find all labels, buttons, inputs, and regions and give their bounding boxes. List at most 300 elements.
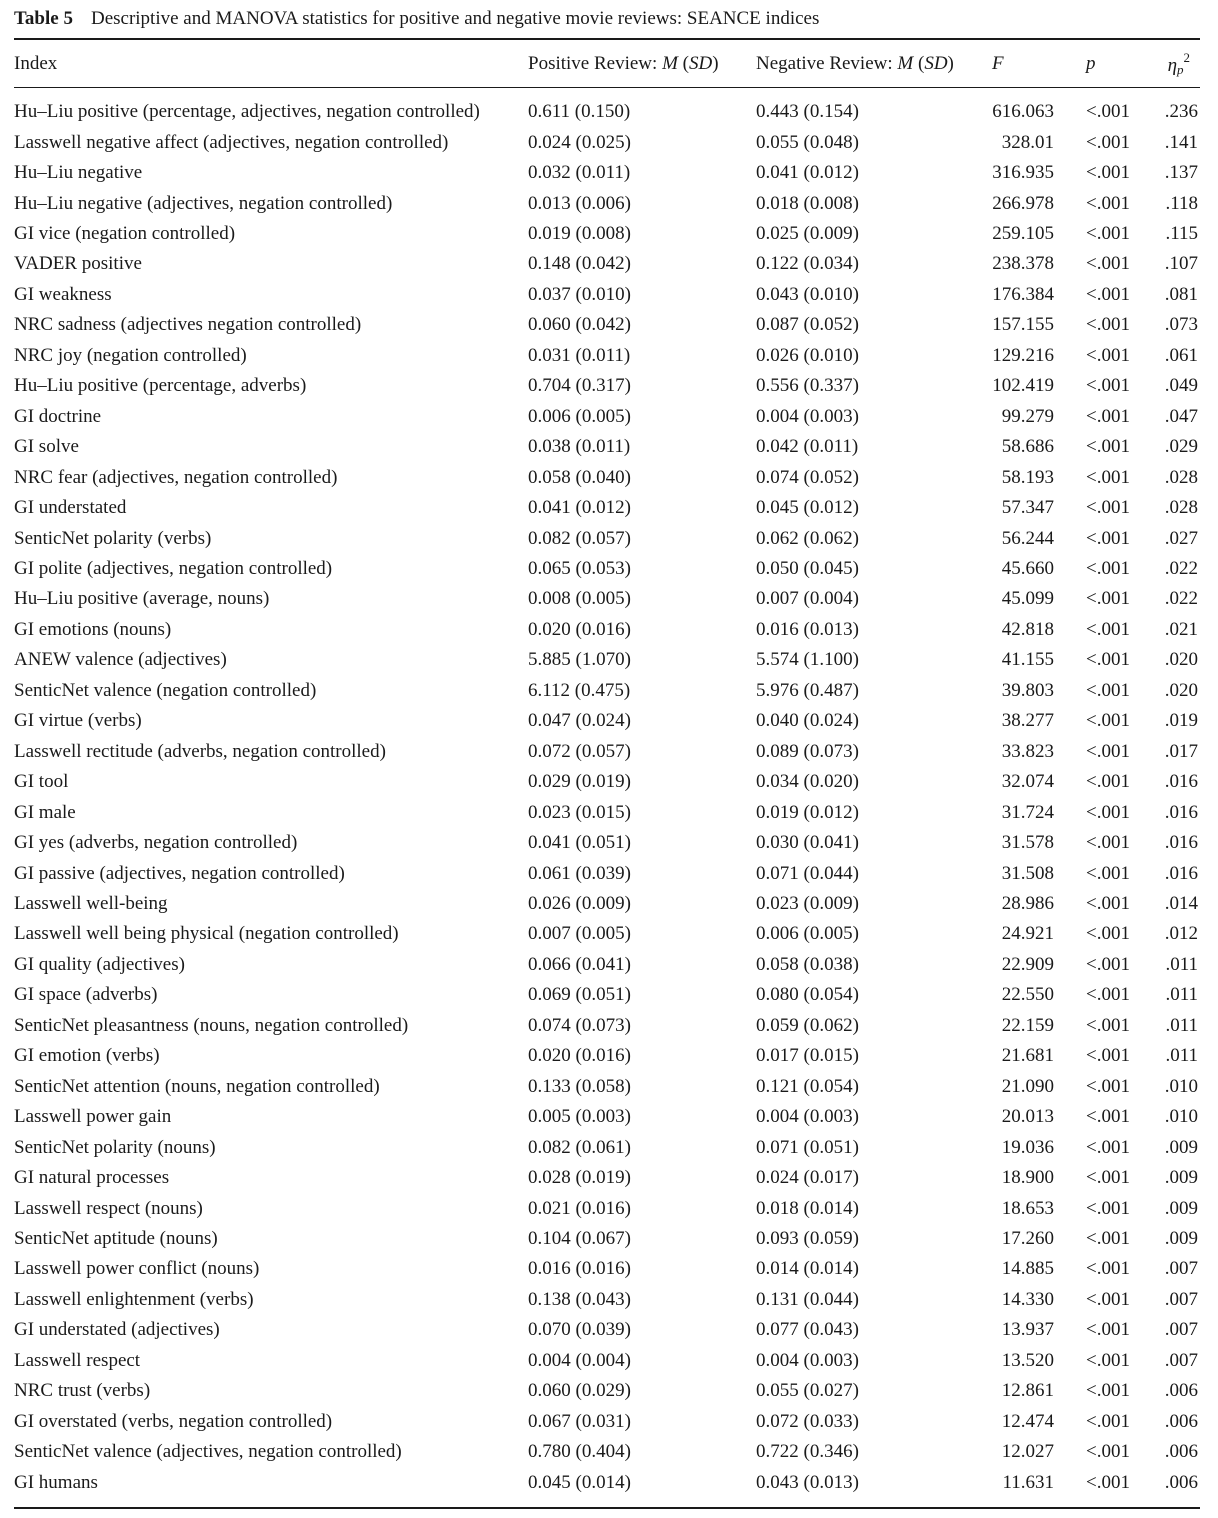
cell-f: 17.260 xyxy=(1001,1227,1054,1249)
cell-index: GI understated xyxy=(14,497,127,519)
cell-p: <.001 xyxy=(1086,1380,1130,1402)
table-row xyxy=(14,280,1200,310)
table-row xyxy=(14,919,1200,949)
cell-positive: 0.004 (0.004) xyxy=(528,1349,631,1371)
cell-eta: .016 xyxy=(1164,801,1198,823)
cell-eta: .009 xyxy=(1164,1136,1198,1158)
header-p: p xyxy=(1086,53,1096,74)
cell-index: GI overstated (verbs, negation controlled) xyxy=(14,1410,333,1432)
cell-f: 266.978 xyxy=(992,192,1054,214)
cell-eta: .006 xyxy=(1164,1441,1198,1463)
cell-negative: 0.004 (0.003) xyxy=(756,1106,859,1128)
cell-eta: .011 xyxy=(1165,953,1198,975)
cell-p: <.001 xyxy=(1086,375,1130,397)
cell-f: 99.279 xyxy=(1001,405,1054,427)
cell-eta: .014 xyxy=(1164,893,1198,914)
cell-negative: 0.045 (0.012) xyxy=(756,497,859,519)
header-eta-symbol: η xyxy=(1167,55,1177,77)
cell-eta: .049 xyxy=(1164,375,1198,397)
cell-positive: 0.045 (0.014) xyxy=(528,1471,631,1493)
cell-p: <.001 xyxy=(1086,1106,1130,1128)
cell-eta: .011 xyxy=(1165,1045,1198,1067)
cell-negative: 0.722 (0.346) xyxy=(756,1441,859,1463)
cell-eta: .006 xyxy=(1164,1410,1198,1432)
cell-negative: 0.004 (0.003) xyxy=(756,1349,859,1371)
table-row xyxy=(14,432,1200,462)
table-row xyxy=(14,676,1200,706)
cell-f: 102.419 xyxy=(992,375,1054,397)
cell-f: 616.063 xyxy=(992,101,1054,123)
cell-f: 22.159 xyxy=(1001,1014,1054,1036)
cell-negative: 0.059 (0.062) xyxy=(756,1014,859,1036)
cell-negative: 0.043 (0.013) xyxy=(756,1471,859,1493)
cell-positive: 0.023 (0.015) xyxy=(528,801,631,823)
cell-index: GI understated (adjectives) xyxy=(14,1319,220,1341)
cell-negative: 0.023 (0.009) xyxy=(756,893,859,914)
cell-index: SenticNet polarity (nouns) xyxy=(14,1136,216,1158)
cell-index: GI quality (adjectives) xyxy=(14,953,185,975)
cell-f: 28.986 xyxy=(1001,893,1054,914)
cell-positive: 0.031 (0.011) xyxy=(528,344,631,366)
table-row xyxy=(14,1072,1200,1102)
cell-eta: .006 xyxy=(1164,1380,1198,1402)
table-row xyxy=(14,219,1200,249)
cell-p: <.001 xyxy=(1086,1227,1130,1249)
table-row xyxy=(14,767,1200,797)
cell-p: <.001 xyxy=(1086,527,1130,549)
cell-negative: 0.019 (0.012) xyxy=(756,801,859,823)
cell-negative: 0.093 (0.059) xyxy=(756,1227,859,1249)
cell-positive: 0.082 (0.057) xyxy=(528,527,631,549)
header-f: F xyxy=(992,53,1004,74)
cell-positive: 0.148 (0.042) xyxy=(528,253,631,275)
cell-negative: 0.131 (0.044) xyxy=(756,1288,859,1310)
header-negative-label: Negative Review: xyxy=(756,53,898,74)
cell-p: <.001 xyxy=(1086,1471,1130,1493)
cell-f: 56.244 xyxy=(1001,527,1054,549)
cell-index: GI virtue (verbs) xyxy=(14,710,142,732)
cell-eta: .019 xyxy=(1164,710,1198,732)
cell-index: Lasswell respect (nouns) xyxy=(14,1197,203,1219)
table-row xyxy=(14,1376,1200,1406)
cell-index: NRC fear (adjectives, negation controlled) xyxy=(14,466,338,488)
cell-eta: .028 xyxy=(1164,466,1198,488)
cell-eta: .021 xyxy=(1164,618,1198,640)
header-positive: Positive Review: M (SD) xyxy=(528,53,719,74)
cell-positive: 0.038 (0.011) xyxy=(528,436,631,458)
cell-p: <.001 xyxy=(1086,832,1130,854)
cell-negative: 0.041 (0.012) xyxy=(756,162,859,184)
header-positive-label: Positive Review: xyxy=(528,53,663,74)
cell-negative: 0.089 (0.073) xyxy=(756,740,859,762)
cell-positive: 0.005 (0.003) xyxy=(528,1106,631,1128)
table-caption xyxy=(14,0,1200,38)
cell-f: 14.885 xyxy=(1001,1258,1054,1280)
cell-f: 58.686 xyxy=(1001,436,1054,458)
cell-eta: .006 xyxy=(1164,1471,1198,1493)
cell-negative: 0.087 (0.052) xyxy=(756,314,859,336)
cell-positive: 0.067 (0.031) xyxy=(528,1410,631,1432)
cell-p: <.001 xyxy=(1086,314,1130,336)
table-row xyxy=(14,1254,1200,1284)
cell-p: <.001 xyxy=(1086,649,1130,671)
table-row xyxy=(14,645,1200,675)
cell-eta: .010 xyxy=(1164,1075,1198,1097)
cell-p: <.001 xyxy=(1086,1014,1130,1036)
cell-p: <.001 xyxy=(1086,1410,1130,1432)
table-row xyxy=(14,1041,1200,1071)
cell-eta: .007 xyxy=(1164,1319,1198,1341)
table-row xyxy=(14,797,1200,827)
cell-eta: .017 xyxy=(1164,740,1198,762)
table-row xyxy=(14,1437,1200,1467)
cell-p: <.001 xyxy=(1086,1441,1130,1463)
cell-negative: 0.040 (0.024) xyxy=(756,710,859,732)
cell-positive: 0.019 (0.008) xyxy=(528,223,631,245)
cell-positive: 0.037 (0.010) xyxy=(528,283,631,305)
cell-eta: .029 xyxy=(1164,436,1198,458)
cell-eta: .141 xyxy=(1164,131,1198,153)
cell-eta: .081 xyxy=(1164,283,1198,305)
header-index: Index xyxy=(14,53,58,74)
cell-f: 238.378 xyxy=(992,253,1054,275)
cell-index: Hu–Liu positive (average, nouns) xyxy=(14,588,270,610)
cell-f: 20.013 xyxy=(1001,1106,1054,1128)
cell-p: <.001 xyxy=(1086,588,1130,610)
cell-f: 31.724 xyxy=(1001,801,1054,823)
header-positive-sd: SD xyxy=(688,53,713,74)
cell-positive: 0.028 (0.019) xyxy=(528,1167,631,1189)
cell-negative: 0.055 (0.048) xyxy=(756,131,859,153)
cell-eta: .010 xyxy=(1164,1106,1198,1128)
header-negative-sd: SD xyxy=(924,53,948,74)
cell-eta: .236 xyxy=(1164,101,1198,123)
cell-positive: 0.058 (0.040) xyxy=(528,466,631,488)
cell-positive: 0.060 (0.029) xyxy=(528,1380,631,1402)
cell-eta: .020 xyxy=(1164,649,1198,671)
table-title: Descriptive and MANOVA statistics for positive and negative movie reviews: SEANCE indices xyxy=(90,8,820,29)
cell-p: <.001 xyxy=(1086,558,1130,580)
cell-negative: 0.071 (0.051) xyxy=(756,1136,859,1158)
cell-p: <.001 xyxy=(1086,466,1130,488)
header-positive-m: M xyxy=(662,53,678,74)
cell-f: 58.193 xyxy=(1001,466,1054,488)
cell-f: 12.474 xyxy=(1001,1410,1054,1432)
cell-index: Lasswell rectitude (adverbs, negation controlled) xyxy=(14,740,386,762)
cell-positive: 0.041 (0.012) xyxy=(528,497,631,519)
cell-positive: 0.013 (0.006) xyxy=(528,192,631,214)
cell-f: 38.277 xyxy=(1001,710,1054,732)
table-row xyxy=(14,858,1200,888)
cell-p: <.001 xyxy=(1086,497,1130,519)
cell-p: <.001 xyxy=(1086,405,1130,427)
cell-f: 45.660 xyxy=(1001,558,1054,580)
cell-negative: 0.017 (0.015) xyxy=(756,1045,859,1067)
cell-index: GI yes (adverbs, negation controlled) xyxy=(14,832,298,854)
cell-positive: 0.021 (0.016) xyxy=(528,1197,631,1219)
cell-negative: 5.574 (1.100) xyxy=(756,649,859,671)
cell-positive: 0.020 (0.016) xyxy=(528,1045,631,1067)
table-row xyxy=(14,1467,1200,1497)
cell-f: 22.550 xyxy=(1001,984,1054,1006)
header-row xyxy=(14,40,1200,88)
cell-index: Lasswell power gain xyxy=(14,1106,172,1128)
cell-f: 31.578 xyxy=(1001,832,1054,854)
cell-f: 45.099 xyxy=(1001,588,1054,610)
cell-p: <.001 xyxy=(1086,771,1130,793)
cell-index: NRC sadness (adjectives negation controlled) xyxy=(14,314,362,336)
cell-negative: 0.024 (0.017) xyxy=(756,1167,859,1189)
table-row xyxy=(14,950,1200,980)
cell-p: <.001 xyxy=(1086,1075,1130,1097)
cell-p: <.001 xyxy=(1086,1167,1130,1189)
table-row xyxy=(14,1224,1200,1254)
cell-index: GI humans xyxy=(14,1471,98,1493)
cell-f: 21.090 xyxy=(1001,1075,1054,1097)
cell-positive: 0.024 (0.025) xyxy=(528,131,631,153)
cell-f: 22.909 xyxy=(1001,953,1054,975)
table-row xyxy=(14,1285,1200,1315)
cell-p: <.001 xyxy=(1086,1045,1130,1067)
cell-index: GI doctrine xyxy=(14,405,102,427)
cell-p: <.001 xyxy=(1086,801,1130,823)
cell-index: SenticNet valence (adjectives, negation controlled) xyxy=(14,1441,402,1463)
cell-index: GI passive (adjectives, negation controlled) xyxy=(14,862,345,884)
cell-f: 39.803 xyxy=(1001,679,1054,701)
table-row xyxy=(14,88,1200,127)
table-row xyxy=(14,1163,1200,1193)
cell-positive: 6.112 (0.475) xyxy=(528,679,631,701)
table-row xyxy=(14,554,1200,584)
cell-negative: 0.050 (0.045) xyxy=(756,558,859,580)
cell-positive: 0.138 (0.043) xyxy=(528,1288,631,1310)
table-row xyxy=(14,737,1200,767)
cell-negative: 0.043 (0.010) xyxy=(756,283,859,305)
table-row xyxy=(14,493,1200,523)
cell-eta: .007 xyxy=(1164,1258,1198,1280)
cell-negative: 0.034 (0.020) xyxy=(756,771,859,793)
cell-positive: 0.065 (0.053) xyxy=(528,558,631,580)
table-row xyxy=(14,1132,1200,1162)
table-row xyxy=(14,1315,1200,1345)
table-row xyxy=(14,402,1200,432)
cell-f: 41.155 xyxy=(1001,649,1054,671)
cell-eta: .009 xyxy=(1164,1167,1198,1189)
table-row xyxy=(14,371,1200,401)
cell-eta: .073 xyxy=(1164,314,1198,336)
cell-eta: .061 xyxy=(1164,344,1198,366)
cell-positive: 0.060 (0.042) xyxy=(528,314,631,336)
table-row xyxy=(14,523,1200,553)
cell-index: GI emotion (verbs) xyxy=(14,1045,160,1067)
cell-positive: 0.047 (0.024) xyxy=(528,710,631,732)
cell-positive: 0.007 (0.005) xyxy=(528,923,631,945)
cell-negative: 0.030 (0.041) xyxy=(756,832,859,854)
cell-eta: .011 xyxy=(1165,1014,1198,1036)
cell-eta: .007 xyxy=(1164,1288,1198,1310)
cell-negative: 5.976 (0.487) xyxy=(756,679,859,701)
cell-index: Lasswell negative affect (adjectives, negation controlled) xyxy=(14,131,449,153)
cell-positive: 5.885 (1.070) xyxy=(528,649,631,671)
table-row xyxy=(14,1346,1200,1376)
header-eta-sup: 2 xyxy=(1183,49,1190,65)
table-row xyxy=(14,1193,1200,1223)
cell-f: 24.921 xyxy=(1001,923,1054,945)
cell-f: 11.631 xyxy=(1002,1471,1054,1493)
cell-negative: 0.025 (0.009) xyxy=(756,223,859,245)
cell-f: 157.155 xyxy=(992,314,1054,336)
cell-f: 176.384 xyxy=(992,283,1054,305)
cell-positive: 0.133 (0.058) xyxy=(528,1075,631,1097)
cell-index: Hu–Liu positive (percentage, adjectives, negation controlled) xyxy=(14,101,480,123)
cell-negative: 0.018 (0.008) xyxy=(756,192,859,214)
table-row xyxy=(14,615,1200,645)
cell-f: 259.105 xyxy=(992,223,1054,245)
cell-index: GI solve xyxy=(14,436,79,458)
cell-p: <.001 xyxy=(1086,1136,1130,1158)
cell-eta: .011 xyxy=(1165,984,1198,1006)
cell-f: 18.653 xyxy=(1001,1197,1054,1219)
table-body xyxy=(14,88,1200,1498)
table-row xyxy=(14,828,1200,858)
cell-positive: 0.061 (0.039) xyxy=(528,862,631,884)
cell-positive: 0.780 (0.404) xyxy=(528,1441,631,1463)
cell-f: 13.520 xyxy=(1001,1349,1054,1371)
cell-index: Lasswell well-being xyxy=(14,893,168,914)
cell-positive: 0.029 (0.019) xyxy=(528,771,631,793)
cell-index: GI male xyxy=(14,801,76,823)
cell-f: 42.818 xyxy=(1001,618,1054,640)
cell-index: Lasswell well being physical (negation controlled) xyxy=(14,923,399,945)
cell-negative: 0.042 (0.011) xyxy=(756,436,859,458)
cell-p: <.001 xyxy=(1086,253,1130,275)
cell-p: <.001 xyxy=(1086,101,1130,123)
cell-index: GI weakness xyxy=(14,283,112,305)
table-row xyxy=(14,1011,1200,1041)
cell-f: 57.347 xyxy=(1001,497,1054,519)
cell-negative: 0.007 (0.004) xyxy=(756,588,859,610)
header-negative-m: M xyxy=(897,53,914,74)
cell-eta: .047 xyxy=(1164,405,1198,427)
cell-eta: .027 xyxy=(1164,527,1198,549)
cell-negative: 0.077 (0.043) xyxy=(756,1319,859,1341)
cell-positive: 0.041 (0.051) xyxy=(528,832,631,854)
cell-eta: .020 xyxy=(1164,679,1198,701)
cell-eta: .115 xyxy=(1165,223,1198,245)
cell-f: 328.01 xyxy=(1001,131,1054,153)
cell-negative: 0.026 (0.010) xyxy=(756,344,859,366)
cell-eta: .022 xyxy=(1164,588,1198,610)
cell-eta: .016 xyxy=(1164,862,1198,884)
cell-eta: .016 xyxy=(1164,832,1198,854)
table-row xyxy=(14,1406,1200,1436)
table-row xyxy=(14,310,1200,340)
cell-negative: 0.071 (0.044) xyxy=(756,862,859,884)
cell-negative: 0.072 (0.033) xyxy=(756,1410,859,1432)
cell-p: <.001 xyxy=(1086,131,1130,153)
cell-negative: 0.443 (0.154) xyxy=(756,101,859,123)
cell-negative: 0.014 (0.014) xyxy=(756,1258,859,1280)
cell-positive: 0.026 (0.009) xyxy=(528,893,631,914)
cell-eta: .016 xyxy=(1164,771,1198,793)
cell-eta: .009 xyxy=(1164,1227,1198,1249)
table-row xyxy=(14,980,1200,1010)
cell-positive: 0.704 (0.317) xyxy=(528,375,631,397)
table-row xyxy=(14,341,1200,371)
cell-negative: 0.080 (0.054) xyxy=(756,984,859,1006)
cell-index: GI emotions (nouns) xyxy=(14,618,172,640)
cell-positive: 0.070 (0.039) xyxy=(528,1319,631,1341)
cell-positive: 0.611 (0.150) xyxy=(528,101,631,123)
cell-f: 21.681 xyxy=(1001,1045,1054,1067)
cell-p: <.001 xyxy=(1086,162,1130,184)
cell-index: Hu–Liu positive (percentage, adverbs) xyxy=(14,375,307,397)
cell-p: <.001 xyxy=(1086,710,1130,732)
table-row xyxy=(14,158,1200,188)
table-row xyxy=(14,584,1200,614)
cell-f: 12.861 xyxy=(1001,1380,1054,1402)
cell-p: <.001 xyxy=(1086,192,1130,214)
cell-p: <.001 xyxy=(1086,740,1130,762)
table-container xyxy=(14,0,1200,1509)
cell-negative: 0.062 (0.062) xyxy=(756,527,859,549)
cell-p: <.001 xyxy=(1086,1349,1130,1371)
cell-index: GI vice (negation controlled) xyxy=(14,223,236,245)
cell-p: <.001 xyxy=(1086,283,1130,305)
cell-positive: 0.066 (0.041) xyxy=(528,953,631,975)
cell-p: <.001 xyxy=(1086,618,1130,640)
cell-negative: 0.016 (0.013) xyxy=(756,618,859,640)
cell-positive: 0.016 (0.016) xyxy=(528,1258,631,1280)
cell-f: 13.937 xyxy=(1001,1319,1054,1341)
cell-index: ANEW valence (adjectives) xyxy=(14,649,227,671)
cell-index: GI natural processes xyxy=(14,1167,170,1189)
cell-index: NRC joy (negation controlled) xyxy=(14,344,247,366)
cell-p: <.001 xyxy=(1086,862,1130,884)
cell-index: GI space (adverbs) xyxy=(14,984,158,1006)
cell-index: SenticNet aptitude (nouns) xyxy=(14,1227,218,1249)
cell-index: Lasswell enlightenment (verbs) xyxy=(14,1288,254,1310)
cell-index: SenticNet attention (nouns, negation controlled) xyxy=(14,1075,380,1097)
cell-eta: .118 xyxy=(1165,192,1198,214)
cell-p: <.001 xyxy=(1086,1258,1130,1280)
cell-index: NRC trust (verbs) xyxy=(14,1380,151,1402)
table-row xyxy=(14,1102,1200,1132)
cell-eta: .009 xyxy=(1164,1197,1198,1219)
table-row xyxy=(14,889,1200,919)
cell-positive: 0.006 (0.005) xyxy=(528,405,631,427)
cell-positive: 0.104 (0.067) xyxy=(528,1227,631,1249)
cell-p: <.001 xyxy=(1086,436,1130,458)
cell-negative: 0.018 (0.014) xyxy=(756,1197,859,1219)
table-row xyxy=(14,188,1200,218)
cell-index: SenticNet valence (negation controlled) xyxy=(14,679,317,701)
cell-f: 18.900 xyxy=(1001,1167,1054,1189)
table-row xyxy=(14,249,1200,279)
cell-index: SenticNet polarity (verbs) xyxy=(14,527,212,549)
cell-p: <.001 xyxy=(1086,984,1130,1006)
cell-p: <.001 xyxy=(1086,679,1130,701)
cell-p: <.001 xyxy=(1086,1319,1130,1341)
cell-eta: .107 xyxy=(1164,253,1198,275)
cell-p: <.001 xyxy=(1086,223,1130,245)
cell-positive: 0.074 (0.073) xyxy=(528,1014,631,1036)
cell-positive: 0.082 (0.061) xyxy=(528,1136,631,1158)
cell-f: 12.027 xyxy=(1001,1441,1054,1463)
cell-p: <.001 xyxy=(1086,1197,1130,1219)
cell-index: Hu–Liu negative (adjectives, negation controlled) xyxy=(14,192,393,214)
cell-f: 316.935 xyxy=(992,162,1054,184)
